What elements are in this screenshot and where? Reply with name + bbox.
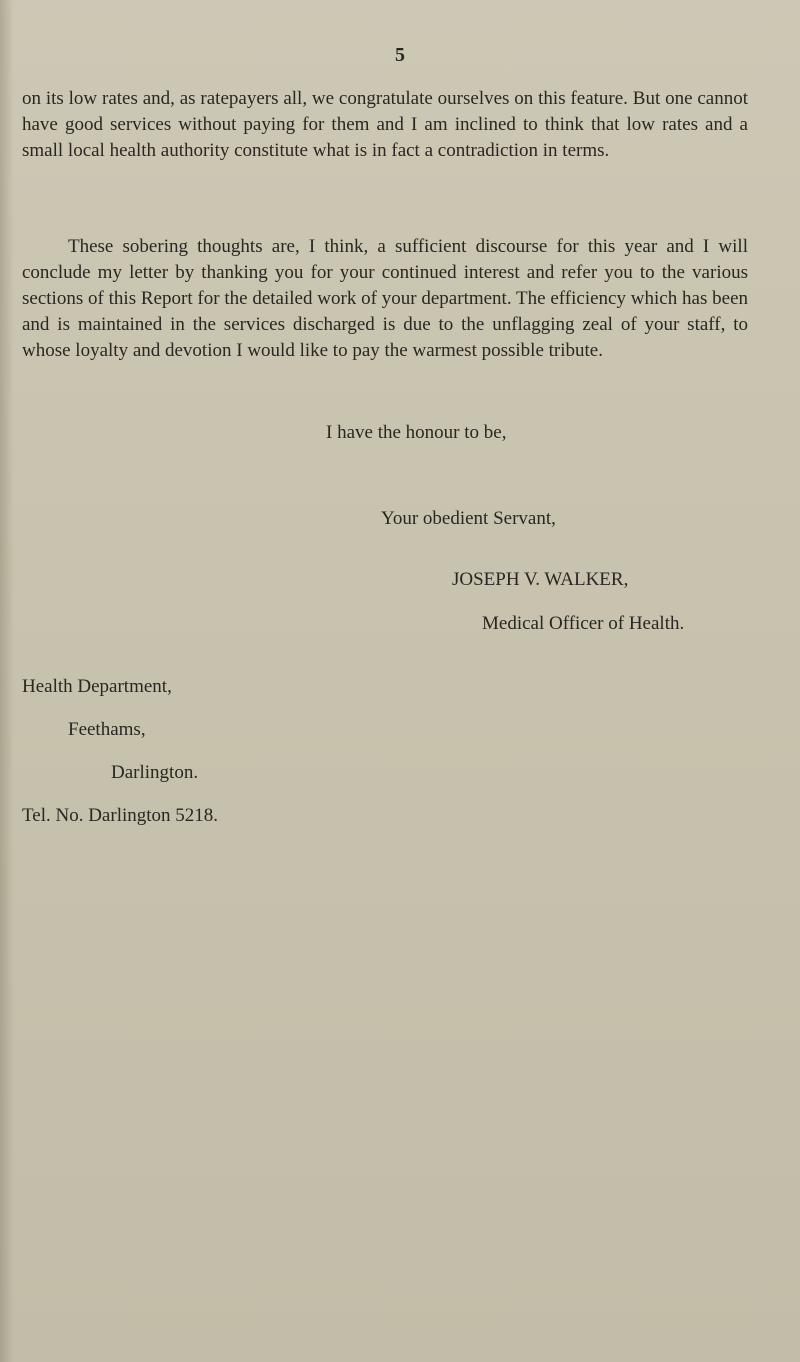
body-paragraph-2: These sobering thoughts are, I think, a sufficient discourse for this year and I will conclude my letter by thanking you for your continued interest and refer you to the various sections of this Report for the detailed work of your department. The efficiency which has been and is maintained in the services discharged is due to the unflagging zeal of your staff, to whose loyalty and devotion I would like to pay the warmest possible tribute. bbox=[22, 236, 748, 361]
address-town: Darlington. bbox=[111, 762, 199, 783]
closing-honour-line: I have the honour to be, bbox=[326, 422, 507, 443]
signer-name: JOSEPH V. WALKER, bbox=[452, 569, 629, 590]
body-paragraph-1: on its low rates and, as ratepayers all, we congratulate ourselves on this feature. But one cannot have good services without paying for them and I am inclined to think that low rates and a small local health authority constitute what is in fact a contradiction in terms. bbox=[22, 88, 748, 161]
address-department: Health Department, bbox=[22, 676, 172, 697]
closing-servant-line: Your obedient Servant, bbox=[381, 508, 556, 529]
address-street: Feethams, bbox=[68, 719, 146, 740]
signer-title: Medical Officer of Health. bbox=[482, 613, 685, 634]
page-number: 5 bbox=[395, 44, 405, 66]
address-telephone: Tel. No. Darlington 5218. bbox=[22, 805, 219, 826]
